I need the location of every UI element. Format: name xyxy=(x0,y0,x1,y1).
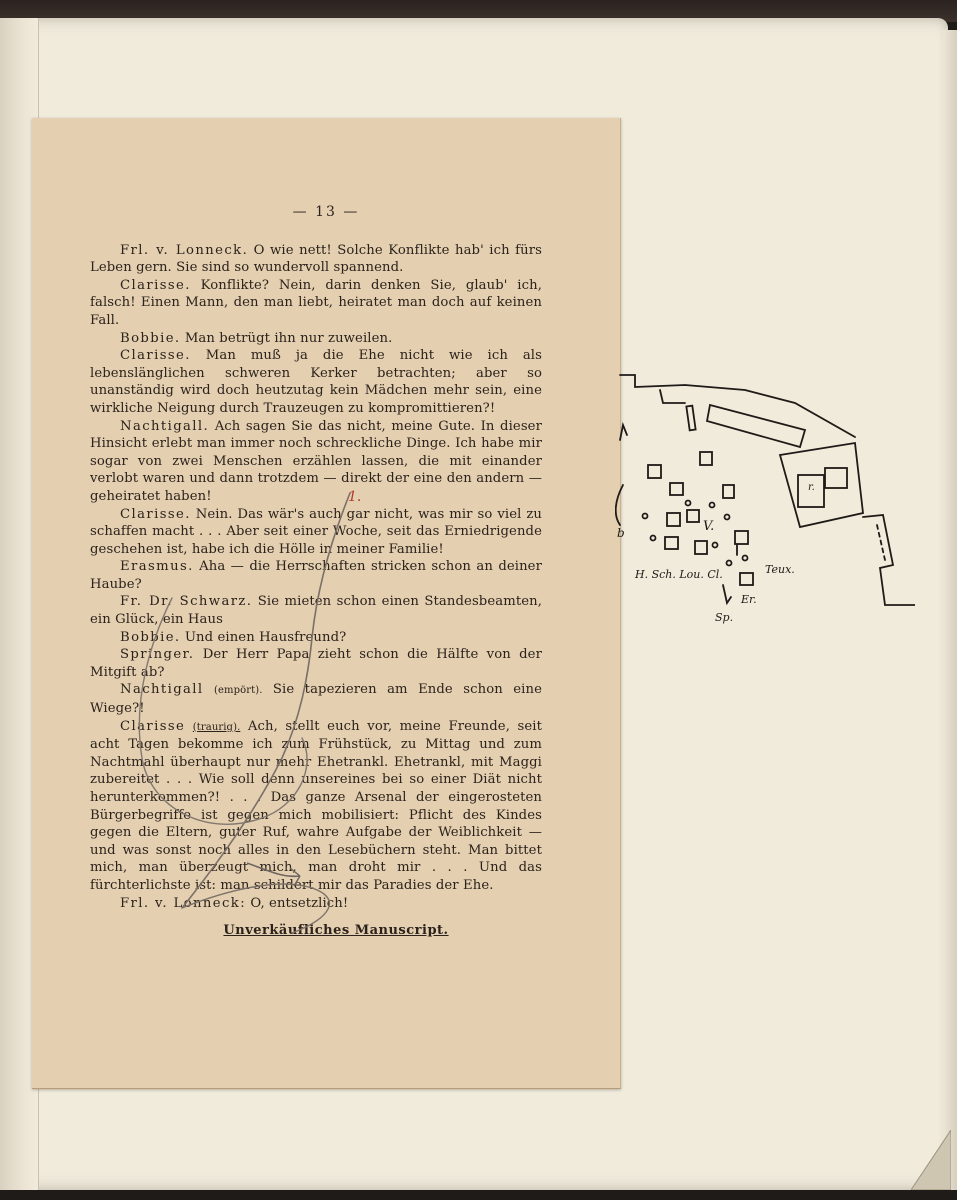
dialogue-text: Man muß ja die Ehe nicht wie ich als lebenslänglichen schweren Kerker betrachten; aber so unanständig wird doch heutzutag kein Mädchen mehr sein, eine wirkliche Neigung durch Trauzeugen zu kompromittieren?! xyxy=(90,348,542,416)
script-clipping xyxy=(32,118,621,1089)
speaker-name: Clarisse. xyxy=(120,277,191,293)
dialogue-paragraph xyxy=(90,895,542,913)
speaker-name: Clarisse xyxy=(120,718,186,734)
speaker-name: Clarisse. xyxy=(120,348,191,364)
sketch-label-sp: Sp. xyxy=(715,611,734,624)
sketch-label-v: V. xyxy=(703,519,715,534)
dialogue xyxy=(90,242,542,913)
dialogue-text: O, entsetzlich! xyxy=(250,895,349,911)
speaker-name: Springer. xyxy=(120,647,195,663)
speaker-name: Erasmus. xyxy=(120,559,194,575)
dialogue-text: Man betrügt ihn nur zuweilen. xyxy=(184,330,393,346)
stage-sketch xyxy=(615,365,915,635)
speaker-name: Bobbie. xyxy=(120,330,181,346)
dialogue-text: Sie mieten schon einen Standesbeamten, ein Glück, ein Haus xyxy=(90,594,543,628)
dialogue-paragraph xyxy=(90,558,542,593)
dialogue-paragraph xyxy=(90,347,542,417)
dialogue-text: Ach sagen Sie das nicht, meine Gute. In dieser Hinsicht erlebt man immer noch schreckliche Dinge. Ich habe mir sogar von zwei Menschen erzählen lassen, die mit einander verlobt waren und dann trotzdem — direkt der eine den andern — geheiratet haben! xyxy=(90,418,542,504)
page-number: — 13 — xyxy=(292,204,360,220)
dialogue-text: Sie tapezieren am Ende schon eine Wiege?! xyxy=(90,682,542,717)
manuscript-stamp: Unverkäufliches Manuscript. xyxy=(223,923,449,939)
dialogue-text: Und einen Hausfreund? xyxy=(184,629,347,645)
speaker-name: Nachtigall xyxy=(120,682,204,698)
sketch-label-er: Er. xyxy=(741,593,757,606)
dialogue-text: O wie nett! Solche Konflikte hab' ich fürs Leben gern. Sie sind so wundervoll spannend. xyxy=(90,242,542,276)
speaker-name: Fr. Dr. Schwarz. xyxy=(120,594,253,610)
stage-direction: (traurig). xyxy=(192,721,241,733)
sketch-label-teux: Teux. xyxy=(765,563,795,576)
dialogue-paragraph xyxy=(90,506,542,559)
speaker-name: Frl. v. Lonneck. xyxy=(120,242,249,258)
dialogue-paragraph xyxy=(90,646,542,681)
sketch-label-b: b xyxy=(617,526,625,540)
dialogue-paragraph xyxy=(90,593,542,628)
dialogue-paragraph xyxy=(90,681,542,717)
stage-direction: (empört). xyxy=(213,685,263,697)
dialogue-paragraph xyxy=(90,718,542,895)
dialogue-paragraph xyxy=(90,277,542,330)
dialogue-text: Aha — die Herrschaften stricken schon an deiner Haube? xyxy=(90,559,542,592)
dialogue-text: Ach, stellt euch vor, meine Freunde, seit acht Tagen bekomme ich zum Frühstück, zu Mittag und zum Nachtmahl überhaupt nur mehr Ehetrankl. Ehetrankl, mit Maggi zubereitet . . . Wie soll denn unsereines bei so einer Diät nicht herunterkommen?! . . . Das ganze Arsenal der eingerosteten Bürgerbegriffe ist gegen mich mobilisiert: Pflicht des Kindes gegen die Eltern, guter Ruf, wahre Aufgabe der Weiblichkeit — und was sonst noch alles in den Lesebüchern steht. Man bittet mich, man überzeugt mich, man droht mir . . . Und das fürchterlichste ist: man schildert mir das Paradies der Ehe. xyxy=(90,718,543,893)
dialogue-text: Der Herr Papa zieht schon die Hälfte von der Mitgift ab? xyxy=(90,647,542,680)
speaker-name: Frl. v. Lonneck: xyxy=(120,895,247,911)
dialogue-paragraph xyxy=(90,629,542,647)
script-text xyxy=(90,204,542,940)
speaker-name: Clarisse. xyxy=(120,506,191,522)
red-pencil-mark: 1. xyxy=(348,489,362,505)
sketch-label-r: r. xyxy=(808,482,815,493)
dialogue-paragraph xyxy=(90,242,542,277)
dialogue-text: Nein. Das wär's auch gar nicht, was mir so viel zu schaffen macht . . . Aber seit einer Woche, seit das Erniedrigende geschehen ist, habe ich die Hölle in meiner Familie! xyxy=(90,506,542,557)
dialogue-paragraph xyxy=(90,418,542,506)
page-edge xyxy=(943,30,957,1190)
dialogue-text: Konflikte? Nein, darin denken Sie, glaub' ich, falsch! Einen Mann, den man liebt, heiratet man doch auf keinen Fall. xyxy=(90,277,542,328)
sketch-label-hsch: H. Sch. Lou. Cl. xyxy=(635,568,723,581)
speaker-name: Bobbie. xyxy=(120,629,181,645)
speaker-name: Nachtigall. xyxy=(120,418,210,434)
dialogue-paragraph xyxy=(90,330,542,348)
page-corner xyxy=(911,1130,951,1190)
